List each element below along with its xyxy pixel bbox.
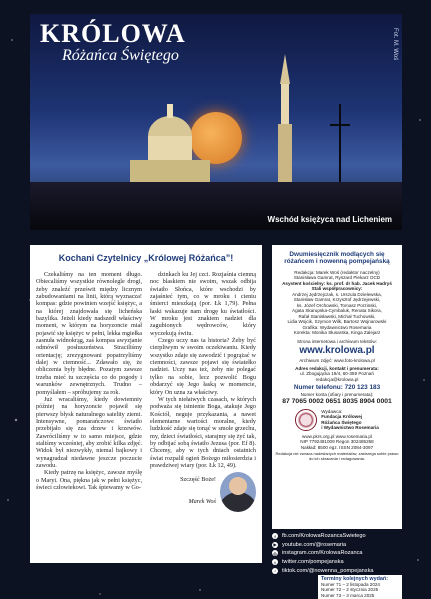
social-links [272,532,402,575]
social-label: tiktok.com/@nowenna_pompejanska [282,567,374,574]
archive-link[interactable]: Archiwum zdjęć: www.foto-krolowa.pl [299,358,375,364]
author-photo [220,472,256,512]
photo-credit: Fot. M. Woś [392,28,398,61]
issue-date: Numer 72 – 2 stycznia 2025 [321,587,379,593]
staff-line: Stanisław Gamrat, Krzysztof Jędrzejewski, [293,297,381,303]
paragraph: W tych niełatwych czasach, w których podważa się istnienie Boga, atakuje Jego Kościół, neguje przykazania, a nawet elementarne wartości moralne, kiedy ludzkość zdaje się tonąć w smole grzechu, my, dzieci światłości, starajmy się żyć tak, by odbijać sobą światło Jezusa (por. Ef 8). Chcemy, aby w tych dniach ostatnich świat rozpalił ogień Bożego miłosierdzia i prawdziwej wiary (por. Łk 12, 49). [150,395,256,469]
facebook-icon: f [272,533,278,539]
masthead-title: KRÓLOWA [40,19,186,48]
article-column-1 [36,271,142,561]
staff-line: Lidia Wojcik, Szymon Wilk, Bartosz Wojnarowski [287,319,387,325]
staff-line: Rafał Stanisławski, Michał Tuchowski, [298,313,376,319]
youtube-icon: ▶ [273,542,277,548]
imprint-title: Dwumiesięcznik modlących się różańcem i nowenną pompejańską [284,251,390,266]
paragraph: Czego uczy nas ta historia? Żeby być cierpliwym w swoim oczekiwaniu. Kiedy wszystko zdaje się zawodzić i pogrążać w ciemności, zawsze pojawi się światełko nadziei. Uczy nas też, żeby nie polegać tylko na sobie, lecz pozwolić Bogu obdarzyć się Jego łaską w momencie, który On uzna za właściwy. [150,337,256,396]
signature-block [150,472,256,512]
article-columns [36,271,256,561]
staff-line: Andrzej Jędrzejczak, s. Urszula Dzielewska, [292,291,382,297]
social-twitter[interactable] [272,558,402,567]
issue-date: Numer 71 – 2 listopada 2024 [321,582,380,588]
twitter-icon: t [272,559,278,565]
paragraph: Już wracaliśmy, kiedy dowiemniy później na horyzoncie pojawił się pierwszy błysk naturalnego satelity ziemi. Intensywne, pomarańczowe światło przebijało się zza drzew i krzewów. Zawróciliśmy w to samo miejsce, gdzie staliśmy wcześniej, aby zrobić kilka zdjęć. Widok był niezwykły, niemal bajkowy i wynagradzał niedawne jeszcze poczucie zawodu. [36,395,142,469]
publisher-line: Wydawca: [321,408,343,414]
publisher-ids: NIP 7792481009 Regon 302485268 [300,439,374,445]
website-link[interactable]: www.krolowa.pl [299,345,375,357]
account-number: 87 7065 0002 0651 8035 8904 0001 [282,397,392,405]
staff-line: Redakcja: Marek Woś (redaktor naczelny) [294,269,380,275]
instagram-icon: ◎ [273,550,277,556]
circulation: Nakład: 8500 egz. ISSN 2084-3097 [300,444,374,450]
social-label: twitter.com/pompejanska [282,559,344,566]
address-line: ul. Zbogującka 19/4, 60-359 Poznań [300,371,374,377]
publisher-line: Fundacja Królowej [321,414,363,420]
staff-line: Agata Skarupska-Cymbaluk, Renata Sikora, [292,308,382,314]
staff-line: Asystent kościelny: ks. prof. dr hab. Jacek Hadryś [282,280,392,286]
imprint-panel [272,245,402,529]
paragraph: Czekaliśmy na ten moment długo. Obiecaliśmy wszystkie równolegle drogi, żeby znaleźć prześwit między licznym zabudowaniami na linii, którą wyznacza! kompas: gdzie powinien wzejść księżyc, a na której znajdowała się licheńska bazylika. Jeżeli kiedy nadszedł właściwy moment, w którym na horyzoncie miał pojawić się księżyc w pełni, lekka mgiełka zasnuła widnokrąg, zaś kompas awyzjanie odmówił posłuszeństwa. Straciliśmy orientację; zrezygnowani popatrzyliśmy dalej w ciemność... Zdawało się, że obliczenia były błędne. Pozatym zawsze trzeba mieć tu szczęścia co do pogody i warunków zewnętrznych. Trudno – pomyślałem – spróbujemy za rok. [36,271,142,396]
staff-line: Korekta: Monika Słusarska, Kinga Zalejarz [293,330,381,336]
article-column-2 [150,271,256,561]
staff-line: Stanisława Gamrat, Ryszard Piekarz OCD [293,275,381,281]
social-label: fb.com/KrolowaRozancaSwietego [282,533,366,540]
staff-line: ks. Józef Orchowski, Tomasz Porzinski, [296,302,378,308]
paragraph: Kiedy patrzę na księżyc, zawsze myślę o Maryi. Ona, piękna jak w pełni księżyc, świeci człowiekowi. Tak śpiewamy w Go- [36,469,142,491]
article-heading: Kochani Czytelnicy „Królowej Różańca”! [58,253,234,263]
publisher-block [272,409,402,431]
editorial-article [30,245,262,563]
staff-line: Stali współpracownicy: [311,286,363,292]
publisher-seal-icon [295,409,317,431]
disclaimer: Redakcja nie zwraca nadesłanych materiałów, zastrzega sobie prawo do ich skracania i redagowania. [275,451,399,461]
next-issues-title: Terminy kolejnych wydań: [321,576,389,582]
web-label: Strona internetowa i archiwum tekstów: [297,338,377,344]
social-tiktok[interactable] [272,566,402,575]
masthead [40,20,186,64]
author-signature: Marek Woś [188,497,216,505]
social-facebook[interactable] [272,532,402,541]
publisher-web[interactable]: www.pkrs.org.pl www.rosemaria.pl [302,433,372,439]
publisher-line: i Wydawnictwo Rosemaria [321,425,379,431]
staff-line: Grafika: Wydawnictwo Rosemaria [302,324,372,330]
email-link[interactable]: redakcja@krolowa.pl [315,376,359,382]
photo-caption: Wschód księżyca nad Licheniem [267,215,392,224]
greeting: Szczęść Boże! [180,476,216,484]
phone-number: Numer telefonu: 720 123 183 [293,384,381,392]
cover-photo [30,14,402,230]
address-line: Adres redakcji, kontakt i prenumerata: [295,365,379,371]
masthead-subtitle: Różańca Świętego [62,47,179,64]
social-label: youtube.com/@rosemaria [282,541,347,548]
issue-date: Numer 73 – 3 marca 2025 [321,592,375,598]
publisher-line: Różańca Świętego [321,419,362,425]
social-youtube[interactable] [272,541,402,550]
social-label: instagram.com/KrolowaRozanca [282,550,363,557]
next-issues-box [318,575,402,599]
tiktok-icon: ♪ [274,568,276,574]
account-label: Numer konta (ofiary i prenumerata): [300,392,374,398]
social-instagram[interactable] [272,549,402,558]
paragraph: dzinkach ku Jej czci. Rozjaśnia ciemną noc blaskiem nie swoim, wszak odbija światło Słońca, które wschodzi by zajaśnieć tym, co w mroku i cieniu śmierci mieszkają (por. Łk 1,79). Pełna łaski wskazuje nam drogę ku światłości. W mroku jest znakiem nadziei dla zagubionych wędrowców, który wyczekują świtu. [150,271,256,337]
